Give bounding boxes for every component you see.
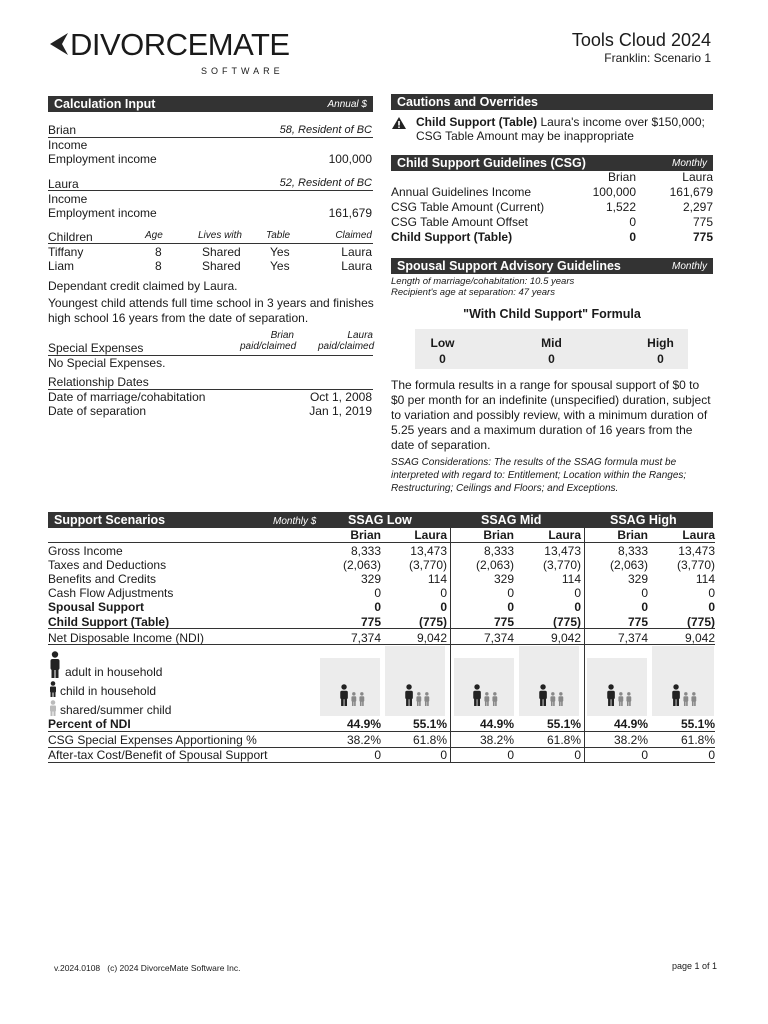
p1-emp-value: 100,000 [328,152,372,166]
col-header-laura: Laura [548,528,581,542]
row-value: 114 [695,572,715,586]
mid-value: 0 [548,352,555,366]
divider [48,190,373,191]
tool-title: Tools Cloud 2024 [571,30,711,50]
brian-paid-header: Brian paid/claimed [240,330,297,352]
group-ssag-high: SSAG High [610,513,677,527]
p1-name: Brian [48,123,77,137]
calc-input-header: Calculation Input Annual $ [48,96,373,112]
after-tax-cost-value: 0 [574,748,581,762]
child-claimed: Laura [341,259,372,273]
logo-icon [48,31,70,57]
legend-shared-child: shared/summer child [60,703,172,717]
row-value: 7,374 [617,631,648,645]
row-value: 8,333 [483,544,514,558]
csg-row-brian: 1,522 [605,200,636,214]
row-value: 7,374 [350,631,381,645]
claimed-header: Claimed [335,230,372,241]
cautions-header: Cautions and Overrides [391,94,713,110]
row-value: 0 [374,586,381,600]
group-ssag-mid: SSAG Mid [481,513,542,527]
csg-laura-header: Laura [682,170,713,184]
row-label: Taxes and Deductions [48,558,167,572]
caution-text: Child Support (Table) Laura's income over $150,000; CSG Table Amount may be inappropriate [416,115,705,143]
csg-row-laura: 775 [692,215,713,229]
row-value: 0 [708,586,715,600]
row-label: Benefits and Credits [48,572,157,586]
ssag-header: Spousal Support Advisory Guidelines Monthly [391,258,713,274]
row-value: 0 [374,600,381,614]
row-label: Net Disposable Income (NDI) [48,631,205,645]
row-value: 9,042 [684,631,715,645]
row-value: (3,770) [408,558,447,572]
csg-special-expenses-value: 61.8% [680,733,715,747]
divider [48,644,715,645]
row-value: (2,063) [609,558,648,572]
marriage-length: Length of marriage/cohabitation: 10.5 years [391,276,575,287]
adult-icon [48,651,62,678]
after-tax-cost-value: 0 [641,748,648,762]
p2-emp-label: Employment income [48,206,157,220]
row-value: 0 [641,586,648,600]
child-name: Tiffany [48,245,84,259]
table-header: Table [266,230,291,241]
household-icon [338,684,365,709]
ssag-considerations: SSAG Considerations: The results of the SSAG formula must be interpreted with regard to: Entitlement; Location within the Ranges; Restructuring; Ceilings and Floors; and Exceptions. [391,457,687,494]
percent-ndi-value: 44.9% [613,717,648,731]
row-value: (775) [418,615,447,629]
row-value: 0 [708,600,715,614]
row-value: 13,473 [544,544,581,558]
group-ssag-low: SSAG Low [348,513,412,527]
divider [48,542,715,543]
row-value: (2,063) [342,558,381,572]
footer-version: v.2024.0108 (c) 2024 DivorceMate Software Inc. [54,963,241,973]
separation-label: Date of separation [48,404,147,418]
formula-title: "With Child Support" Formula [463,307,641,321]
household-icon [605,684,632,709]
legend-adult: adult in household [65,665,163,679]
csg-row-brian: 100,000 [592,185,636,199]
row-value: 8,333 [617,544,648,558]
csg-row-label: Child Support (Table) [391,230,513,244]
col-header-brian: Brian [617,528,648,542]
row-label: Gross Income [48,544,123,558]
after-tax-cost-value: 0 [507,748,514,762]
low-value: 0 [439,352,446,366]
percent-ndi-value: 55.1% [412,717,447,731]
child-lives-with: Shared [202,259,241,273]
row-value: 775 [627,615,648,629]
row-value: 0 [507,600,514,614]
child-table: Yes [270,259,290,273]
csg-special-expenses-value: 61.8% [546,733,581,747]
no-special-expenses: No Special Expenses. [48,356,166,370]
household-icon [537,684,564,709]
row-value: (3,770) [542,558,581,572]
child-table: Yes [270,245,290,259]
after-tax-cost-value: 0 [708,748,715,762]
p2-income-label: Income [48,192,88,206]
csg-row-brian: 0 [629,215,636,229]
formula-explanation: The formula results in a range for spousal support of $0 to $0 per month for an indefinite (unspecified) duration, subject to variation and possibly review, with a minimum duration of 5.25 years and a maximum duration of 16 years from the date of separation. [391,378,711,452]
logo-subtext: SOFTWARE [201,66,284,76]
col-header-brian: Brian [483,528,514,542]
mid-label: Mid [541,336,562,350]
recipient-age: Recipient's age at separation: 47 years [391,287,555,298]
after-tax-cost-label: After-tax Cost/Benefit of Spousal Support [48,748,268,762]
percent-ndi-value: 44.9% [346,717,381,731]
row-value: 7,374 [483,631,514,645]
row-value: (3,770) [676,558,715,572]
row-value: 329 [627,572,648,586]
divider [48,137,373,138]
after-tax-cost-value: 0 [374,748,381,762]
row-value: 13,473 [678,544,715,558]
column-divider [584,514,585,763]
support-scenarios-header: Support Scenarios Monthly $ SSAG Low SSAG Mid SSAG High [48,512,713,528]
csg-special-expenses-value: 38.2% [479,733,514,747]
csg-row-laura: 161,679 [669,185,713,199]
row-value: 9,042 [416,631,447,645]
shared-child-icon [48,700,58,716]
row-value: 0 [641,600,648,614]
divider [48,628,715,629]
row-value: 8,333 [350,544,381,558]
csg-brian-header: Brian [607,170,636,184]
row-value: (775) [686,615,715,629]
row-value: 329 [360,572,381,586]
youngest-note: Youngest child attends full time school in 3 years and finishes high school 16 years from the date of separation. [48,296,374,325]
logo-text: DIVORCEMATE [70,27,290,62]
row-value: 0 [574,600,581,614]
csg-row-label: CSG Table Amount (Current) [391,200,545,214]
csg-row-label: CSG Table Amount Offset [391,215,528,229]
row-value: 13,473 [410,544,447,558]
csg-row-brian: 0 [629,230,636,244]
row-value: 114 [427,572,447,586]
csg-header: Child Support Guidelines (CSG) Monthly [391,155,713,171]
legend-child: child in household [60,684,157,698]
child-lives-with: Shared [202,245,241,259]
col-header-laura: Laura [682,528,715,542]
household-icon [403,684,430,709]
percent-ndi-value: 55.1% [546,717,581,731]
high-label: High [647,336,674,350]
after-tax-cost-value: 0 [440,748,447,762]
csg-row-laura: 775 [692,230,713,244]
low-label: Low [430,336,455,350]
col-header-laura: Laura [414,528,447,542]
row-value: 329 [493,572,514,586]
dependant-note: Dependant credit claimed by Laura. [48,279,238,293]
child-icon [48,681,58,697]
csg-row-laura: 2,297 [682,200,713,214]
csg-row-label: Annual Guidelines Income [391,185,532,199]
divider [48,762,715,763]
csg-special-expenses-value: 61.8% [412,733,447,747]
row-value: (775) [552,615,581,629]
csg-special-expenses-value: 38.2% [613,733,648,747]
p1-emp-label: Employment income [48,152,157,166]
csg-special-expenses-label: CSG Special Expenses Apportioning % [48,733,257,747]
lives-with-header: Lives with [198,230,242,241]
column-divider [450,514,451,763]
scen-unit: Monthly $ [273,516,317,527]
divider [48,731,715,732]
row-value: 114 [561,572,581,586]
p2-name: Laura [48,177,79,191]
divider [48,243,373,244]
high-value: 0 [657,352,664,366]
household-icon [670,684,697,709]
row-value: 9,042 [550,631,581,645]
household-icon [471,684,498,709]
col-header-brian: Brian [350,528,381,542]
p1-income-label: Income [48,138,88,152]
age-header: Age [145,230,163,241]
row-value: 0 [440,586,447,600]
row-label: Spousal Support [48,600,144,614]
row-value: (2,063) [475,558,514,572]
page-number: page 1 of 1 [671,961,717,971]
row-value: 0 [507,586,514,600]
separation-date: Jan 1, 2019 [309,404,372,418]
children-header: Children [48,230,93,244]
scenario-name: Franklin: Scenario 1 [604,51,711,65]
warning-icon [391,116,407,130]
percent-ndi-label: Percent of NDI [48,717,131,731]
p1-info: 58, Resident of BC [279,124,372,136]
percent-ndi-value: 55.1% [680,717,715,731]
row-label: Child Support (Table) [48,615,170,629]
row-value: 0 [440,600,447,614]
child-name: Liam [48,259,75,273]
row-value: 775 [493,615,514,629]
child-age: 8 [155,245,162,259]
csg-special-expenses-value: 38.2% [346,733,381,747]
p2-info: 52, Resident of BC [279,177,372,189]
p2-emp-value: 161,679 [328,206,372,220]
marriage-date: Oct 1, 2008 [309,390,372,404]
special-expenses-label: Special Expenses [48,341,144,355]
laura-paid-header: Laura paid/claimed [318,330,375,352]
row-label: Cash Flow Adjustments [48,586,174,600]
child-claimed: Laura [341,245,372,259]
child-age: 8 [155,259,162,273]
row-value: 775 [360,615,381,629]
marriage-label: Date of marriage/cohabitation [48,390,206,404]
relationship-dates-label: Relationship Dates [48,375,149,389]
row-value: 0 [574,586,581,600]
percent-ndi-value: 44.9% [479,717,514,731]
